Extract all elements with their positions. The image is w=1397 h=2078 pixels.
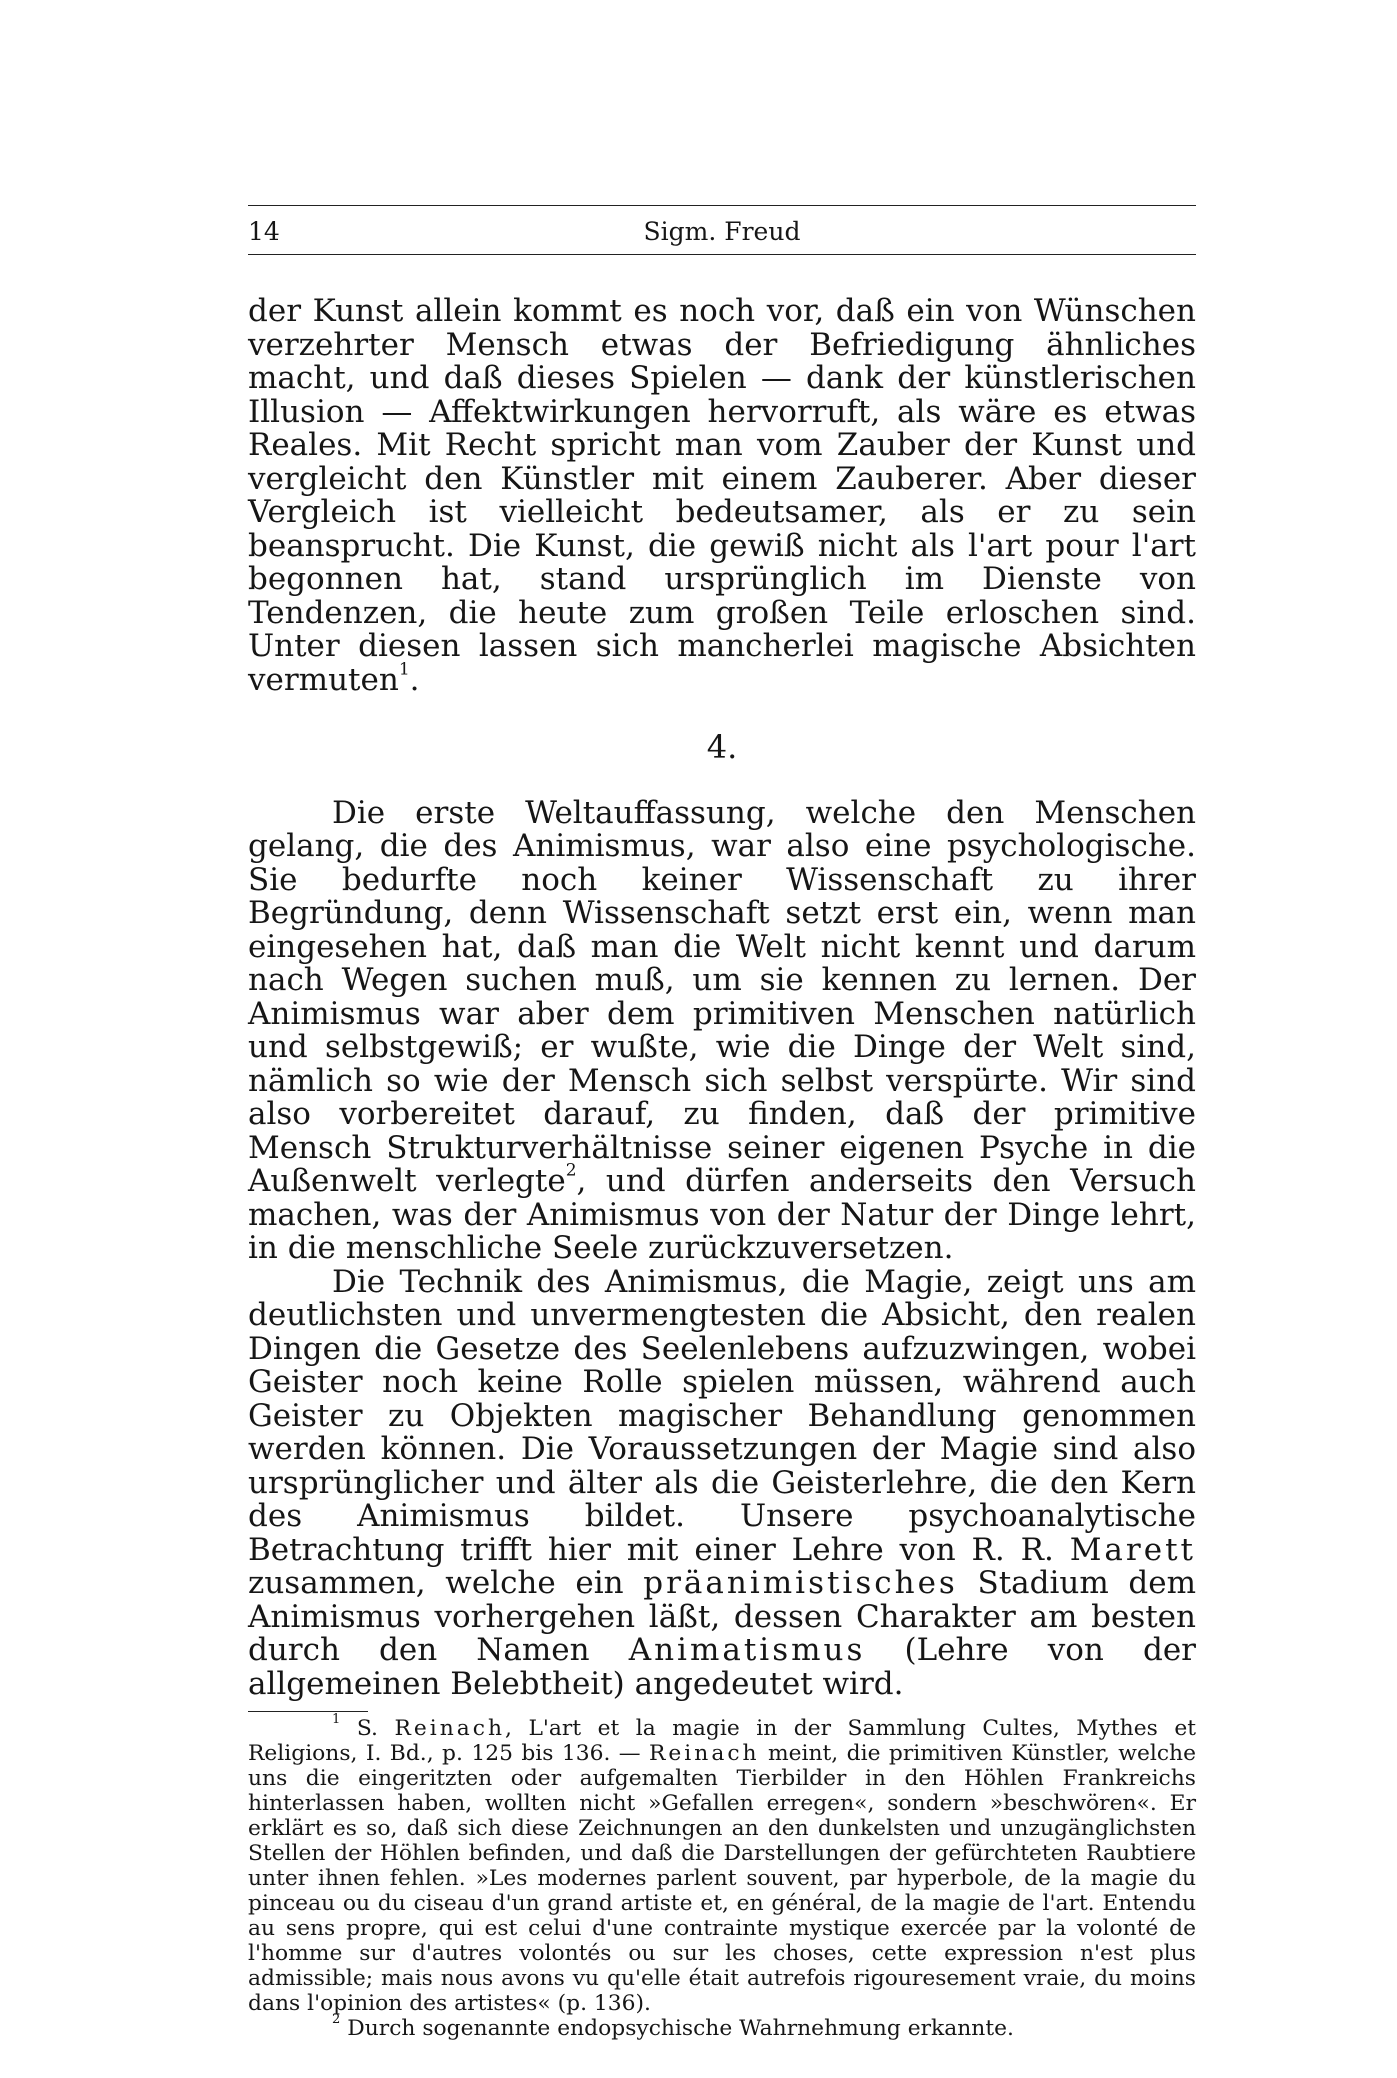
paragraph-3 [248,1263,1196,1702]
footnote-1-part-3: meint, die primitiven Künstler, welche uns die eingeritzten oder aufgemalten Tierbilder in den Höhlen Frankreichs hinterlassen haben, wollten nicht »Gefallen erregen«, sondern »beschwören«. Er erklärt es so, daß sich diese Zeichnungen an den dunkelsten und unzugänglichsten Stellen der Höhlen befinden, und daß die Darstellungen der gefürchteten Raubtiere unter ihnen fehlen. »Les modernes parlent souvent, par hyperbole, de la magie du pinceau ou du ciseau d'un grand artiste et, en général, de la magie de l'art. Entendu au sens propre, qui est celui d'une contrainte mystique exercée par la volonté de l'homme sur d'autres volontés ou sur les choses, cette expression n'est plus admissible; mais nous avons vu qu'elle était autrefois rigouresement vraie, du moins dans l'opinion des artistes« (p. 136). [248,1741,1196,2016]
name-marett: Marett [1069,1531,1196,1568]
paragraph-2 [248,794,1196,1266]
footnotes [248,1712,1196,2041]
footnote-divider [248,1711,368,1712]
term-praeanimistisches: präanimistisches [643,1565,958,1601]
paragraph-1 [248,295,1196,697]
paragraph-3-part-2: zusammen, welche ein [248,1565,644,1601]
paragraph-2-part-1: Die erste Weltauffassung, welche den Menschen gelang, die des Animismus, war also eine psychologische. Sie bedurfte noch keiner Wissenschaft zu ihrer Begründung, denn Wissenschaft setzt erst ein, wenn man eingesehen hat, daß man die Welt nicht kennt und darum nach Wegen suchen muß, um sie kennen zu lernen. Der Animismus war aber dem primitiven Menschen natürlich und selbstgewiß; er wußte, wie die Dinge der Welt sind, nämlich so wie der Mensch sich selbst verspürte. Wir sind also vorbereitet darauf, zu finden, daß der primitive Mensch Strukturverhältnisse seiner eigenen Psyche in die Außenwelt verlegte [248,794,1196,1199]
footnote-1-part-1: S. [340,1716,395,1741]
footnote-ref-2: 2 [565,1160,577,1181]
paragraph-2-part-2: , und dürfen anderseits den Versuch machen, was der Animismus von der Natur der Dinge lehrt, in die menschliche Seele zurückzuversetzen. [248,1163,1196,1266]
footnote-ref-1: 1 [398,659,410,680]
paragraph-3-part-3: Stadium dem Animismus vorhergehen läßt, dessen Charakter am besten durch den Namen [248,1565,1196,1668]
name-reinach-1: Reinach [394,1716,505,1741]
main-text [248,295,1196,1701]
section-number: 4. [706,728,738,766]
paragraph-1-text: der Kunst allein kommt es noch vor, daß ein von Wünschen verzehrter Mensch etwas der Befriedigung ähnliches macht, und daß dieses Spielen — dank der künstlerischen Illusion — Affektwirkungen hervorruft, als wäre es etwas Reales. Mit Recht spricht man vom Zauber der Kunst und vergleicht den Künstler mit einem Zauberer. Aber dieser Vergleich ist vielleicht bedeutsamer, als er zu sein beansprucht. Die Kunst, die gewiß nicht als l'art pour l'art begonnen hat, stand ursprünglich im Dienste von Tendenzen, die heute zum großen Teile erloschen sind. Unter diesen lassen sich mancherlei magische Absichten vermuten [248,293,1196,698]
footnote-1-mark: 1 [332,1712,341,1728]
footnote-2-text: Durch sogenannte endopsychische Wahrnehmung erkannte. [340,2016,1014,2041]
paragraph-1-end: . [409,661,420,698]
footnote-2-mark: 2 [332,2012,341,2028]
running-title: Sigm. Freud [643,217,801,246]
name-reinach-2: Reinach [649,1741,760,1766]
term-animatismus: Animatismus [628,1632,866,1668]
footnote-1-part-2: , L'art et la magie in der Sammlung Cultes, Mythes et Religions, I. Bd., p. 125 bis 136. — [248,1716,1196,1766]
paragraph-3-part-4: (Lehre von der allgemeinen Belebtheit) angedeutet wird. [248,1632,1196,1702]
footnote-2 [248,2012,1196,2041]
paragraph-3-part-1: Die Technik des Animismus, die Magie, zeigt uns am deutlichsten und unvermengtesten die Absicht, den realen Dingen die Gesetze des Seelenlebens aufzuzwingen, wobei Geister noch keine Rolle spielen müssen, während auch Geister zu Objekten magischer Behandlung genommen werden können. Die Voraussetzungen der Magie sind also ursprünglicher und älter als die Geisterlehre, die den Kern des Animismus bildet. Unsere psychoanalytische Betrachtung trifft hier mit einer Lehre von R. R. [248,1263,1196,1568]
book-page [248,205,1196,2041]
running-header [248,205,1196,255]
page-number: 14 [248,217,280,246]
footnote-1 [248,1712,1196,2016]
